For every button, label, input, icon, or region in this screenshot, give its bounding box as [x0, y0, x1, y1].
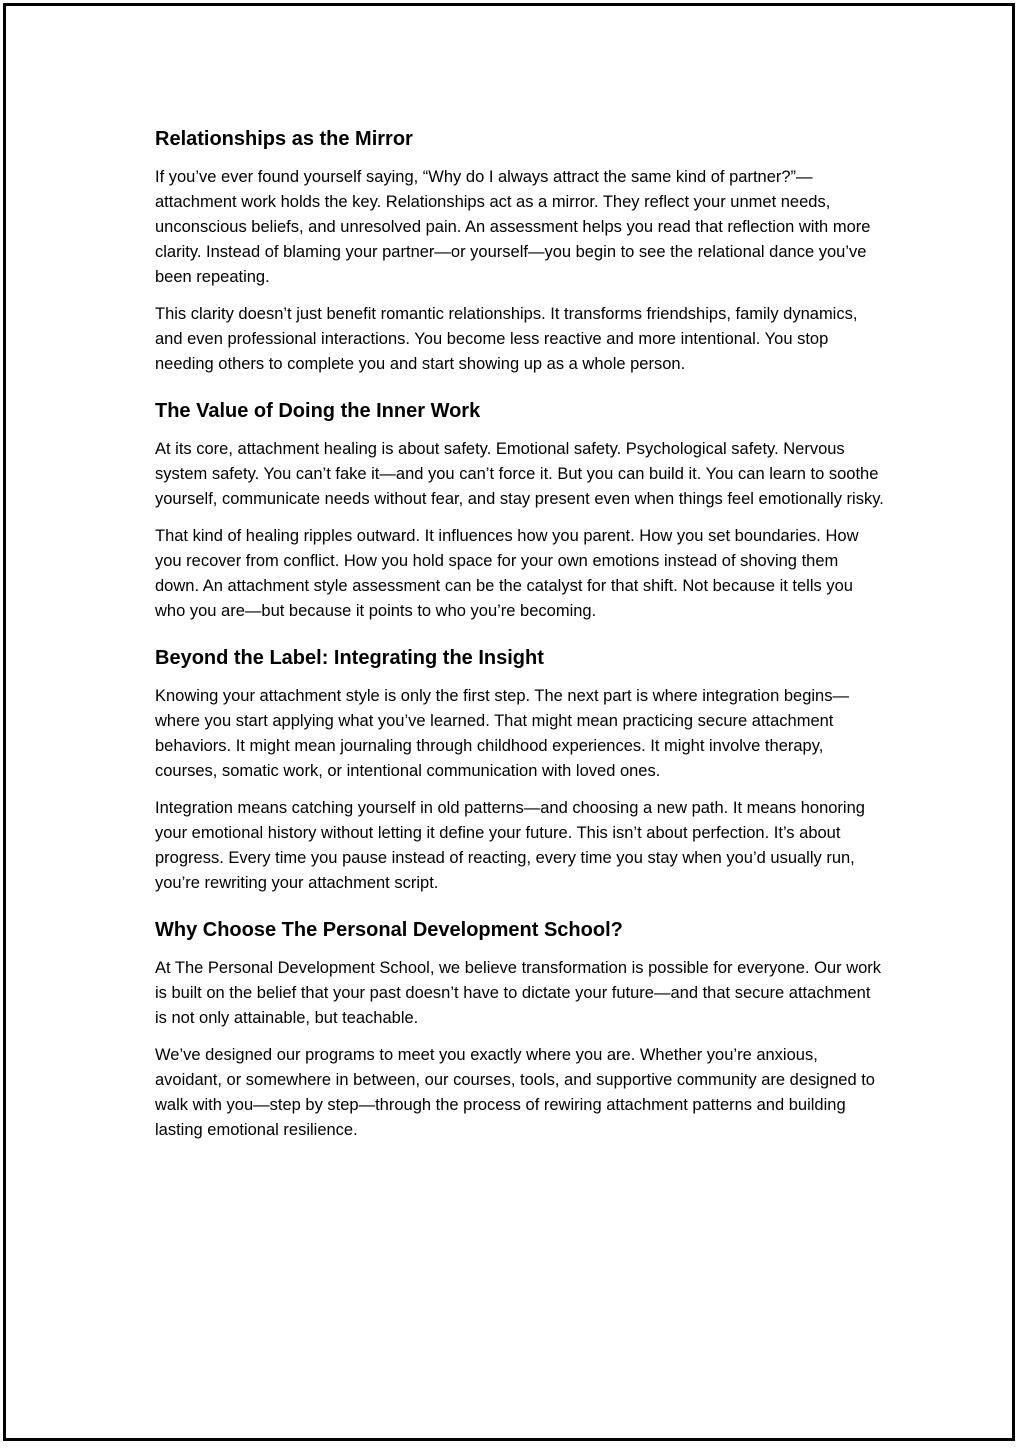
document-body [155, 124, 885, 1155]
section-heading: The Value of Doing the Inner Work [155, 400, 481, 422]
section-beyond-label [155, 643, 885, 896]
section-heading: Relationships as the Mirror [155, 128, 413, 150]
paragraph: Knowing your attachment style is only the first step. The next part is where integration begins—where you start applying what you’ve learned. That might mean practicing secure attachment behaviors. It might mean journaling through childhood experiences. It might involve therapy, courses, somatic work, or intentional communication with loved ones. [155, 687, 849, 780]
paragraph: Integration means catching yourself in old patterns—and choosing a new path. It means honoring your emotional history without letting it define your future. This isn’t about perfection. It’s about progress. Every time you pause instead of reacting, every time you stay when you’d usually run, you’re rewriting your attachment script. [155, 799, 865, 892]
section-why-choose [155, 915, 885, 1143]
section-relationships-mirror [155, 124, 885, 377]
paragraph: If you’ve ever found yourself saying, “Why do I always attract the same kind of partner?”—attachment work holds the key. Relationships act as a mirror. They reflect your unmet needs, unconscious beliefs, and unresolved pain. An assessment helps you read that reflection with more clarity. Instead of blaming your partner—or yourself—you begin to see the relational dance you’ve been repeating. [155, 168, 871, 286]
paragraph: This clarity doesn’t just benefit romantic relationships. It transforms friendships, family dynamics, and even professional interactions. You become less reactive and more intentional. You stop needing others to complete you and start showing up as a whole person. [155, 305, 858, 373]
section-heading: Why Choose The Personal Development School? [155, 919, 623, 941]
paragraph: That kind of healing ripples outward. It influences how you parent. How you set boundaries. How you recover from conflict. How you hold space for your own emotions instead of shoving them down. An attachment style assessment can be the catalyst for that shift. Not because it tells you who you are—but because it points to who you’re becoming. [155, 527, 859, 620]
paragraph: At its core, attachment healing is about safety. Emotional safety. Psychological safety. Nervous system safety. You can’t fake it—and you can’t force it. But you can build it. You can learn to soothe yourself, communicate needs without fear, and stay present even when things feel emotionally risky. [155, 440, 884, 508]
paragraph: We’ve designed our programs to meet you exactly where you are. Whether you’re anxious, avoidant, or somewhere in between, our courses, tools, and supportive community are designed to walk with you—step by step—through the process of rewiring attachment patterns and building lasting emotional resilience. [155, 1046, 875, 1139]
section-heading: Beyond the Label: Integrating the Insight [155, 647, 544, 669]
section-inner-work [155, 396, 885, 624]
paragraph: At The Personal Development School, we believe transformation is possible for everyone. Our work is built on the belief that your past doesn’t have to dictate your future—and that secure attachment is not only attainable, but teachable. [155, 959, 882, 1027]
